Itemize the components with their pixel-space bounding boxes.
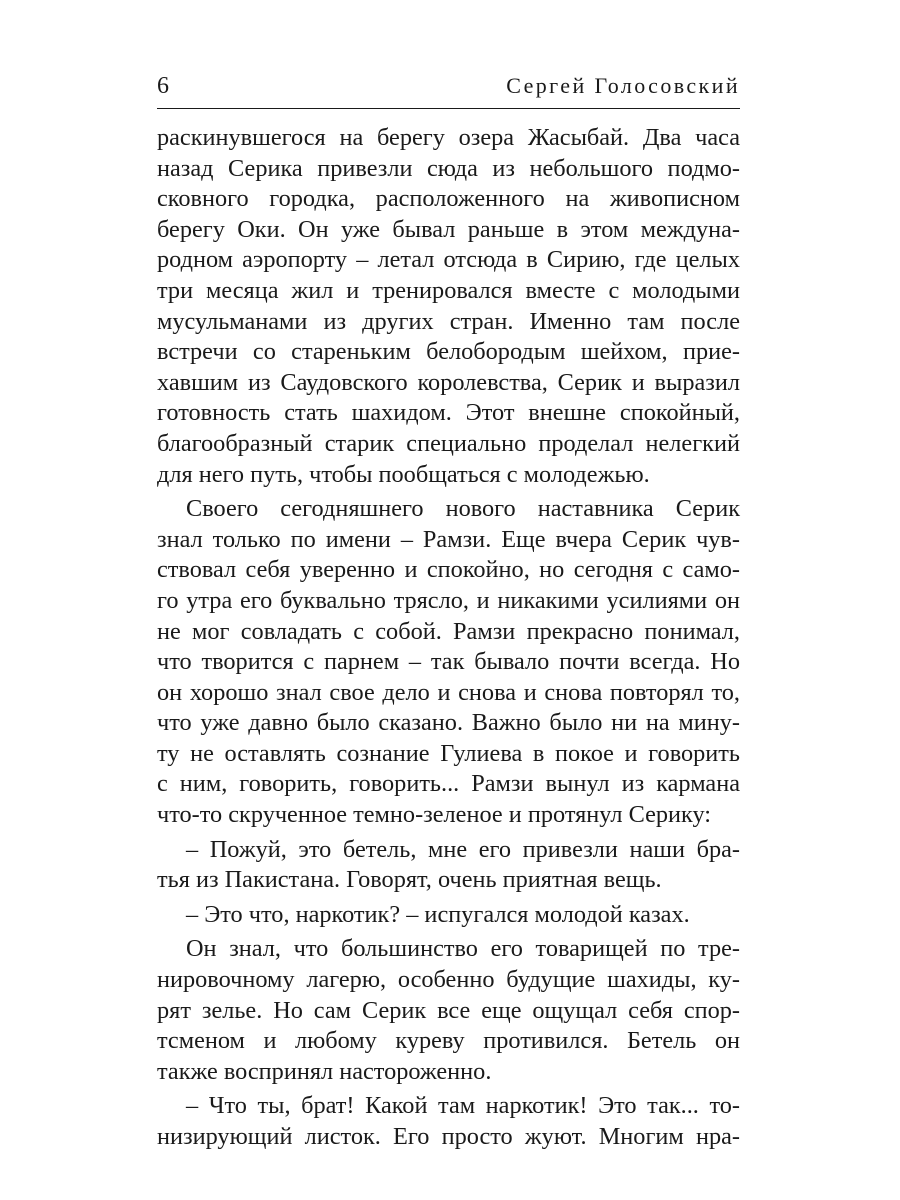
paragraph <box>157 1091 740 1152</box>
header-rule <box>157 108 740 109</box>
text-line: знал только по имени – Рамзи. Еще вчера Серик чув- <box>157 525 740 553</box>
text-line: – Пожуй, это бетель, мне его привезли наши бра- <box>186 835 740 863</box>
paragraph <box>157 934 740 1087</box>
text-line: ствовал себя уверенно и спокойно, но сегодня с само- <box>157 556 740 584</box>
text-line: также воспринял настороженно. <box>157 1057 492 1085</box>
text-line: Своего сегодняшнего нового наставника Серик <box>186 495 740 523</box>
text-line: что-то скрученное темно-зеленое и протянул Серику: <box>157 801 712 829</box>
text-line: тсменом и любому куреву противился. Бетель он <box>157 1027 740 1055</box>
paragraph <box>157 123 740 490</box>
text-line: он хорошо знал свое дело и снова и снова повторял то, <box>157 678 740 706</box>
text-line: Он знал, что большинство его товарищей по тре- <box>186 935 740 963</box>
text-line: рят зелье. Но сам Серик все еще ощущал себя спор- <box>157 996 740 1024</box>
text-line: что уже давно было сказано. Важно было ни на мину- <box>157 709 740 737</box>
text-line: нировочному лагерю, особенно будущие шахиды, ку- <box>157 966 740 994</box>
text-line: раскинувшегося на берегу озера Жасыбай. Два часа <box>157 124 740 151</box>
text-line: – Это что, наркотик? – испугался молодой казах. <box>186 900 690 928</box>
text-line: хавшим из Саудовского королевства, Серик и выразил <box>157 368 740 396</box>
text-line: ту не оставлять сознание Гулиева в покое и говорить <box>157 739 740 767</box>
text-line: берегу Оки. Он уже бывал раньше в этом междуна- <box>157 215 740 243</box>
text-line: готовность стать шахидом. Этот внешне спокойный, <box>157 399 740 427</box>
text-line: го утра его буквально трясло, и никакими усилиями он <box>157 586 740 614</box>
text-line: низирующий листок. Его просто жуют. Многим нра- <box>157 1123 740 1150</box>
paragraph <box>157 494 740 831</box>
text-line: сковного городка, расположенного на живописном <box>157 185 740 213</box>
text-line: тья из Пакистана. Говорят, очень приятная вещь. <box>157 866 662 894</box>
text-line: мусульманами из других стран. Именно там после <box>157 307 740 335</box>
text-line: благообразный старик специально проделал нелегкий <box>157 429 740 457</box>
running-title: Сергей Голосовский <box>506 73 740 98</box>
text-line: что творится с парнем – так бывало почти всегда. Но <box>157 648 740 676</box>
paragraph <box>157 900 740 931</box>
text-line: родном аэропорту – летал отсюда в Сирию, где целых <box>157 246 740 274</box>
book-page <box>157 70 740 1153</box>
running-head <box>157 70 740 108</box>
text-line: не мог совладать с собой. Рамзи прекрасно понимал, <box>157 617 740 645</box>
page-number: 6 <box>157 73 169 99</box>
text-line: назад Серика привезли сюда из небольшого подмо- <box>157 154 740 182</box>
text-line: три месяца жил и тренировался вместе с молодыми <box>157 276 740 304</box>
paragraph <box>157 835 740 896</box>
body-text <box>157 123 740 1153</box>
text-line: встречи со стареньким белобородым шейхом, прие- <box>157 338 740 366</box>
text-line: – Что ты, брат! Какой там наркотик! Это так... то- <box>186 1092 740 1120</box>
text-line: для него путь, чтобы пообщаться с молодежью. <box>157 460 650 488</box>
text-line: с ним, говорить, говорить... Рамзи вынул из кармана <box>157 770 740 798</box>
